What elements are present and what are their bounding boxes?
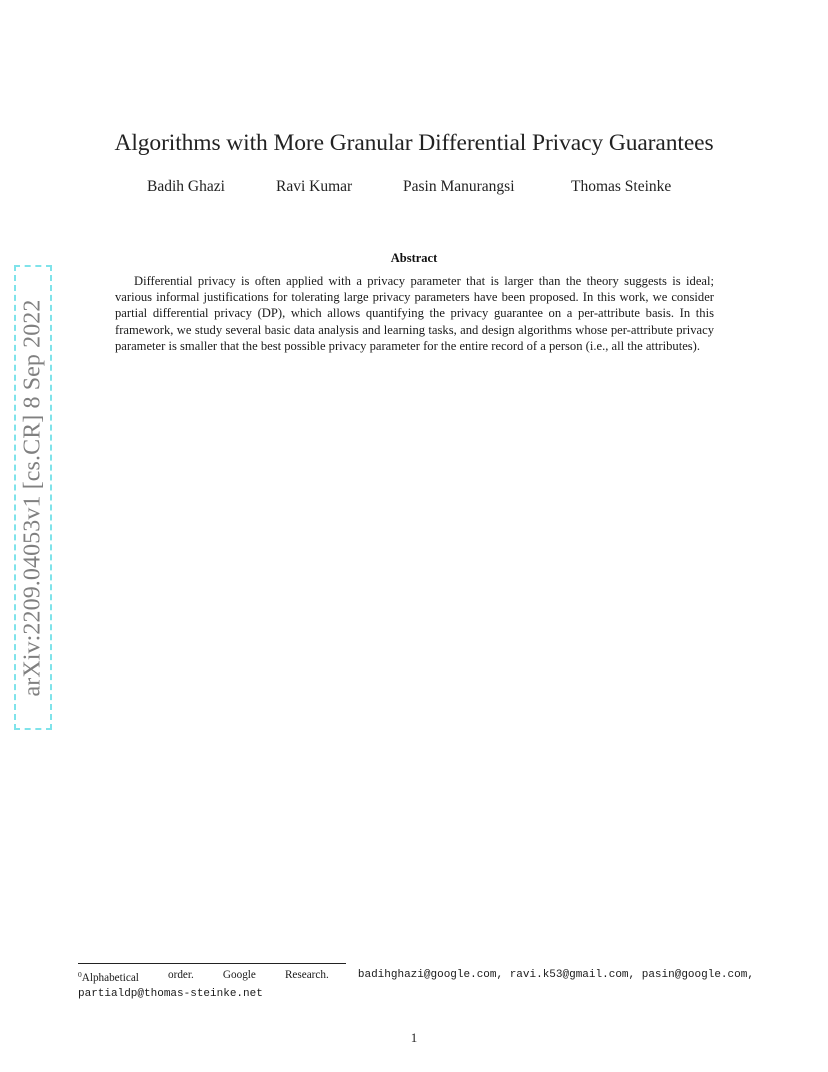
footnote — [78, 967, 754, 1002]
page-number: 1 — [410, 1030, 418, 1045]
footnote-emails-line-2[interactable]: partialdp@thomas-steinke.net — [78, 988, 263, 1000]
footnote-word: Research. — [284, 969, 329, 981]
author-name: Ravi Kumar — [276, 178, 353, 195]
footnote-word: Google — [222, 969, 256, 981]
footnote-prefix — [78, 967, 139, 986]
paper-title: Algorithms with More Granular Differential Privacy Guarantees — [114, 130, 714, 156]
author-name: Pasin Manurangsi — [403, 178, 515, 195]
arxiv-stamp-text: arXiv:2209.04053v1 [cs.CR] 8 Sep 2022 — [19, 298, 46, 697]
author-name: Thomas Steinke — [571, 178, 672, 195]
footnote-marker: 0 — [78, 970, 82, 979]
abstract-body: Differential privacy is often applied with a privacy parameter that is larger than the theory suggests is ideal; various informal justifications for tolerating large privacy parameters have been proposed. In this work, we consider partial differential privacy (DP), which allows quantifying the privacy guarantee on a per-attribute basis. In this framework, we study several basic data analysis and learning tasks, and design algorithms whose per-attribute privacy parameter is smaller that the best possible privacy parameter for the entire record of a person (i.e., all the attributes). — [115, 274, 714, 353]
footnote-line-1 — [78, 967, 754, 986]
author-name: Badih Ghazi — [147, 178, 225, 195]
footnote-emails[interactable]: badihghazi@google.com, ravi.k53@gmail.com, pasin@google.com, — [357, 969, 754, 981]
footnote-word: order. — [168, 969, 194, 981]
footnote-word: Alphabetical — [81, 972, 139, 984]
author-list — [0, 178, 828, 198]
abstract-heading: Abstract — [390, 251, 438, 265]
arxiv-stamp[interactable] — [14, 265, 52, 730]
footnote-rule — [78, 963, 346, 964]
